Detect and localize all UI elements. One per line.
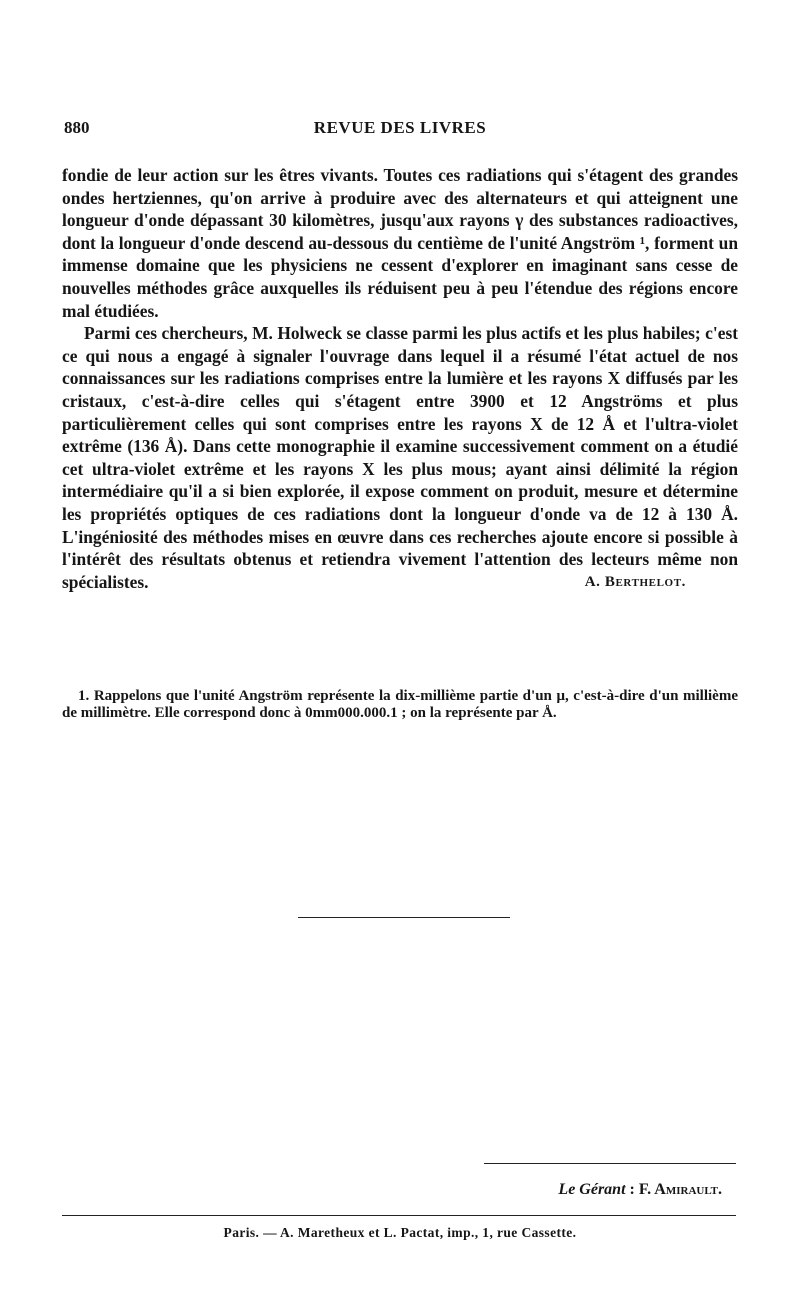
review-body (62, 164, 738, 593)
author-signature (62, 571, 738, 594)
section-divider (298, 917, 510, 918)
gerant-label: Le Gérant (558, 1181, 626, 1198)
gerant-separator: : (625, 1181, 639, 1198)
gerant-name: F. Amirault. (638, 1181, 722, 1198)
paragraph-1: fondie de leur action sur les êtres vivants. Toutes ces radiations qui s'étagent des grandes ondes hertziennes, qu'on arrive à produire avec des alternateurs et qui atteignent une longueur d'onde dépassant 30 kilomètres, jusqu'aux rayons γ des substances radioactives, dont la longueur d'onde descend au-dessous du centième de l'unité Angström ¹, forment un immense domaine que les physiciens ne cessent d'explorer en imaginant sans cesse de nouvelles méthodes grâce auxquelles ils réduisent peu à peu l'étendue des régions encore mal étudiées. (62, 165, 738, 321)
printer-imprint: Paris. — A. Maretheux et L. Pactat, imp., 1, rue Cassette. (223, 1225, 577, 1240)
running-title: REVUE DES LIVRES (313, 118, 487, 137)
author-signature-text: A. Berthelot. (584, 573, 686, 590)
gerant-rule (484, 1163, 736, 1164)
paragraph-2: Parmi ces chercheurs, M. Holweck se classe parmi les plus actifs et les plus habiles; c'est ce qui nous a engagé à signaler l'ouvrage dans lequel il a résumé l'état actuel de nos connaissances sur les radiations comprises entre la lumière et les rayons X diffusés par les cristaux, c'est-à-dire celles qui s'étagent entre 3900 et 12 Angströms et plus particulièrement celles qui sont comprises entre les rayons X de 12 Å et l'ultra-violet extrême (136 Å). Dans cette monographie il examine successivement comment on a étudié cet ultra-violet extrême et les rayons X les plus mous; ayant ainsi délimité la région intermédiaire qu'il a si bien explorée, il expose comment on produit, mesure et détermine les propriétés optiques de ces radiations dont la longueur d'onde va de 12 à 130 Å. L'ingéniosité des méthodes mises en œuvre dans ces recherches ajoute encore si possible à l'intérêt des résultats obtenus et retiendra vivement l'attention des lecteurs même non spécialistes. (62, 323, 738, 592)
imprint-rule (62, 1215, 736, 1216)
page-number: 880 (64, 118, 90, 137)
gerant-line (558, 1181, 722, 1199)
page-header (62, 118, 738, 148)
footnote: 1. Rappelons que l'unité Angström représente la dix-millième partie d'un μ, c'est-à-dire d'un millième de millimètre. Elle correspond donc à 0mm000.000.1 ; on la représente par Å. (62, 688, 738, 721)
